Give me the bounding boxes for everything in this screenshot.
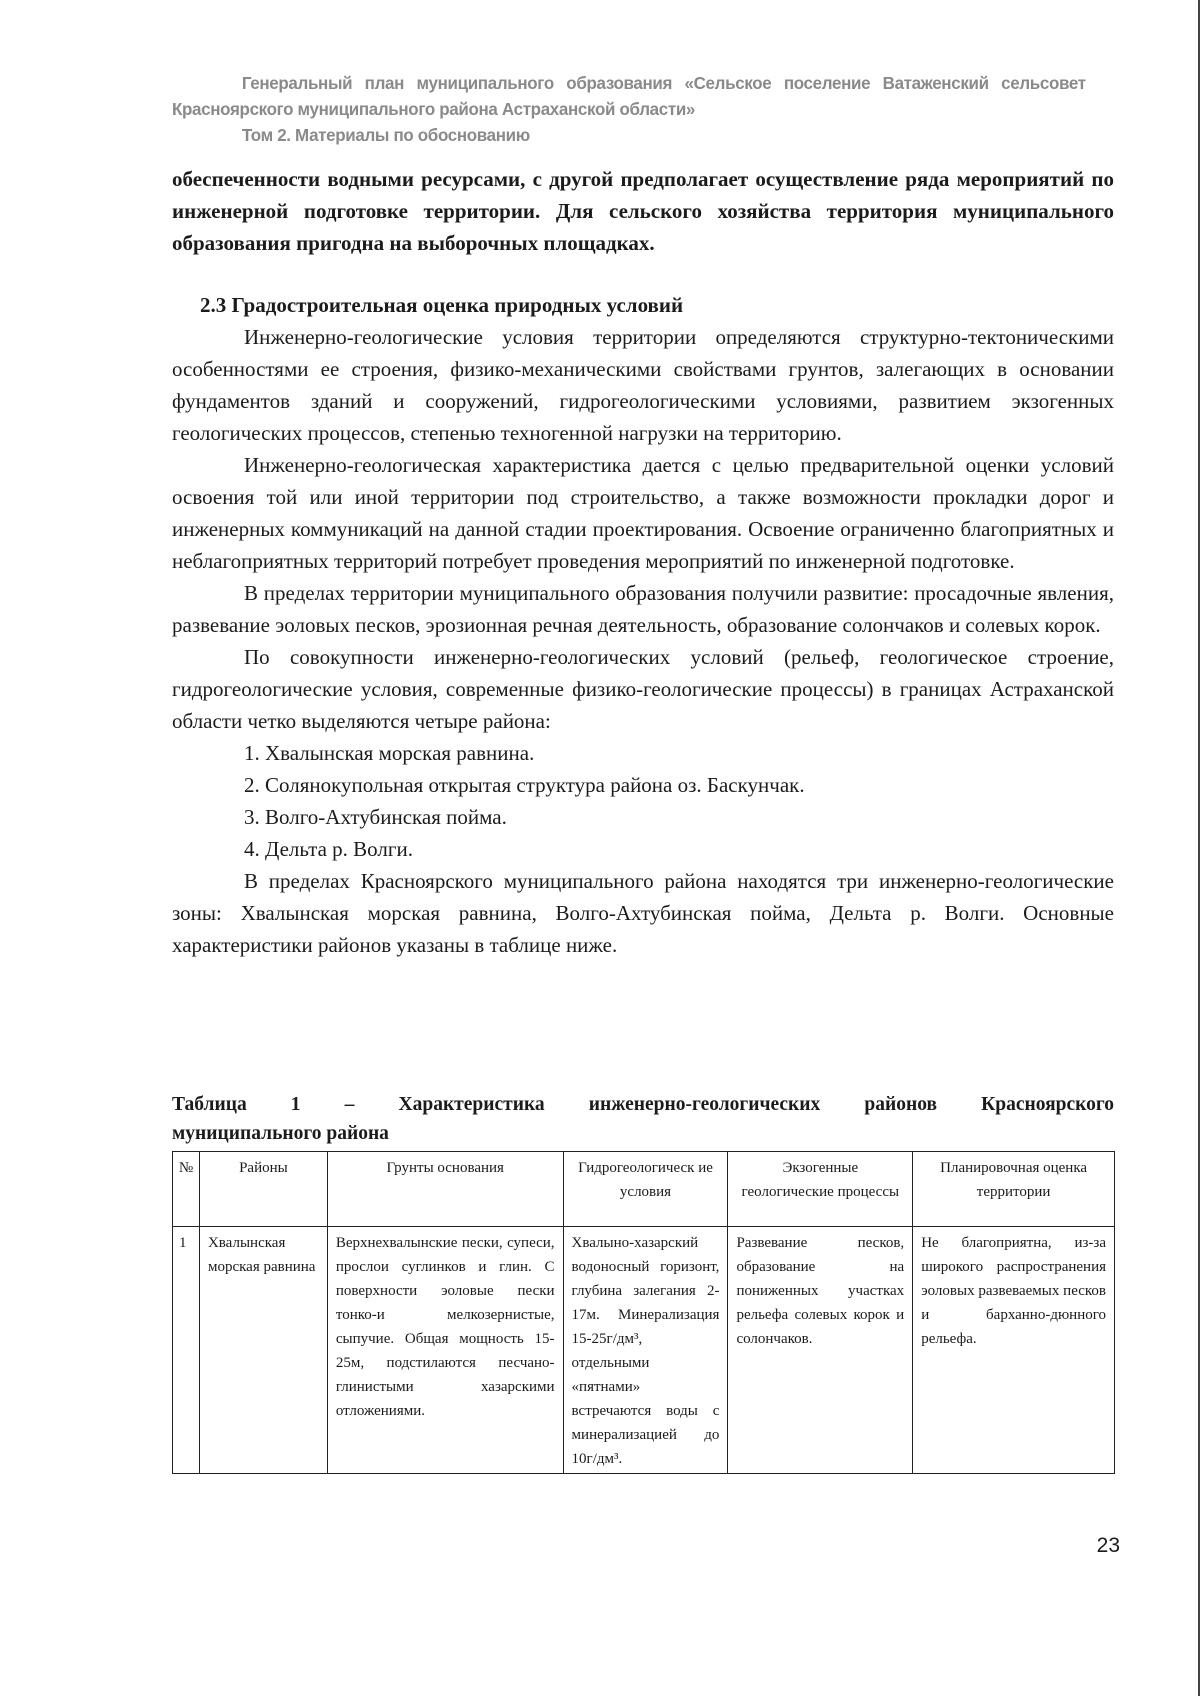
table-cell-planning: Не благоприятна, из-за широкого распространения эоловых развеваемых песков и барханно-дюнного рельефа. xyxy=(913,1227,1115,1474)
table-caption xyxy=(172,1090,1114,1148)
column-header: Гидрогеологическ ие условия xyxy=(563,1152,728,1227)
column-header: Планировочная оценка территории xyxy=(913,1152,1115,1227)
body-paragraph: По совокупности инженерно-геологических условий (рельеф, геологическое строение, гидрогеологические условия, современные физико-геологические процессы) в границах Астраханской области четко выделяются четыре района: xyxy=(172,645,1114,733)
table-cell-soils: Верхнехвалынские пески, супеси, прослои суглинков и глин. С поверхности эоловые пески тонко-и мелкозернистые, сыпучие. Общая мощность 15-25м, подстилаются песчано-глинистыми хазарскими отложениями. xyxy=(327,1227,563,1474)
intro-paragraph: обеспеченности водными ресурсами, с другой предполагает осуществление ряда мероприятий по инженерной подготовке территории. Для сельского хозяйства территория муниципального образования пригодна на выборочных площадках. xyxy=(172,167,1114,255)
column-header: Экзогенные геологические процессы xyxy=(728,1152,913,1227)
list-item: 4. Дельта р. Волги. xyxy=(244,837,413,861)
table-cell-exogenous: Развевание песков, образование на пониженных участках рельефа солевых корок и солончаков. xyxy=(728,1227,913,1474)
body-paragraph: Инженерно-геологическая характеристика дается с целью предварительной оценки условий освоения той или иной территории под строительство, а также возможности прокладки дорог и инженерных коммуникаций на данной стадии проектирования. Освоение ограниченно благоприятных и неблагоприятных территорий потребует проведения мероприятий по инженерной подготовке. xyxy=(172,453,1114,573)
body-paragraph: В пределах Красноярского муниципального района находятся три инженерно-геологические зоны: Хвалынская морская равнина, Волго-Ахтубинская пойма, Дельта р. Волги. Основные характеристики районов указаны в таблице ниже. xyxy=(172,869,1114,957)
running-header xyxy=(172,70,1086,148)
page-number: 23 xyxy=(1096,1534,1120,1557)
document-body xyxy=(172,163,1114,961)
list-item: 1. Хвалынская морская равнина. xyxy=(244,741,535,765)
table-cell-district: Хвалынская морская равнина xyxy=(199,1227,327,1474)
body-paragraph: В пределах территории муниципального образования получили развитие: просадочные явления, развевание эоловых песков, эрозионная речная деятельность, образование солончаков и солевых корок. xyxy=(172,581,1114,637)
table-cell-hydro: Хвалыно-хазарский водоносный горизонт, глубина залегания 2-17м. Минерализация 15-25г/дм³, отдельными «пятнами» встречаются воды с минерализацией до 10г/дм³. xyxy=(563,1227,728,1474)
column-header: Районы xyxy=(199,1152,327,1227)
districts-table xyxy=(172,1151,1115,1474)
list-item: 2. Солянокупольная открытая структура района оз. Баскунчак. xyxy=(244,773,805,797)
column-header: Грунты основания xyxy=(327,1152,563,1227)
body-paragraph: Инженерно-геологические условия территории определяются структурно-тектоническими особенностями ее строения, физико-механическими свойствами грунтов, залегающих в основании фундаментов зданий и сооружений, гидрогеологическими условиями, развитием экзогенных геологических процессов, степенью техногенной нагрузки на территорию. xyxy=(172,325,1114,445)
list-item: 3. Волго-Ахтубинская пойма. xyxy=(244,805,507,829)
table-header-row xyxy=(173,1152,1115,1227)
table-caption-line: муниципального района xyxy=(172,1123,389,1144)
header-volume: Том 2. Материалы по обоснованию xyxy=(241,125,530,145)
section-heading: 2.3 Градостроительная оценка природных условий xyxy=(200,293,684,317)
column-header: № xyxy=(173,1152,200,1227)
table-caption-line: Таблица 1 – Характеристика инженерно-геологических районов Красноярского xyxy=(172,1094,1114,1115)
header-title: Генеральный план муниципального образования «Сельское поселение Ватаженский сельсовет Красноярского муниципального района Астраханской области» xyxy=(172,73,1086,119)
table-cell-number: 1 xyxy=(173,1227,200,1474)
table-row xyxy=(173,1227,1115,1474)
